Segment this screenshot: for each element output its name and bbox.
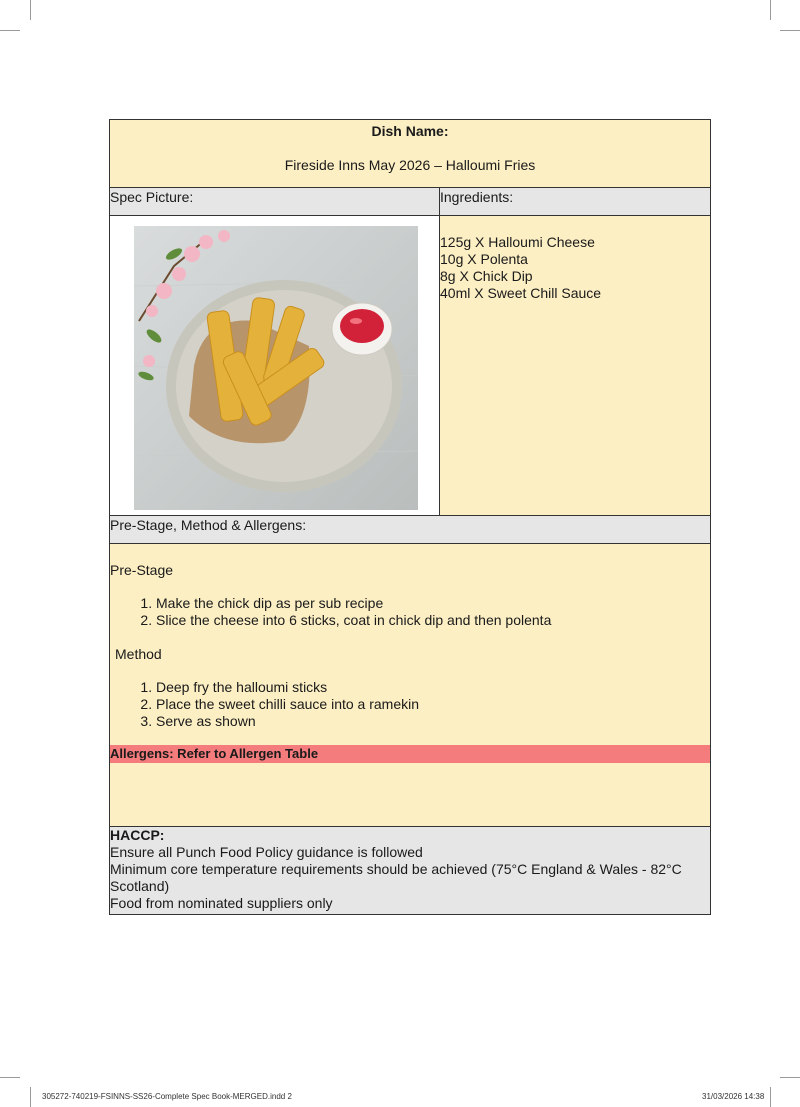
haccp-line: Food from nominated suppliers only	[110, 895, 333, 911]
spec-picture-label: Spec Picture:	[110, 188, 440, 215]
picture-ingredients-row	[110, 216, 710, 516]
method-title: Method	[115, 646, 162, 662]
crop-mark	[770, 0, 771, 20]
ingredients-label: Ingredients:	[440, 189, 514, 205]
halloumi-fries-photo	[134, 226, 418, 510]
picture-ingredients-header	[110, 188, 710, 216]
haccp-title: HACCP:	[110, 827, 165, 843]
footer-filename: 305272-740219-FSINNS-SS26-Complete Spec Book-MERGED.indd 2	[42, 1092, 292, 1101]
prestage-title: Pre-Stage	[110, 562, 174, 578]
ingredient-item: 125g X Halloumi Cheese	[440, 234, 595, 250]
dish-title-row	[110, 120, 710, 188]
ingredients-list	[440, 216, 710, 515]
spec-picture-cell	[110, 216, 440, 515]
allergens-banner: Allergens: Refer to Allergen Table	[110, 745, 710, 763]
haccp-line: Minimum core temperature requirements should be achieved (75°C England & Wales - 82°C Scotland)	[110, 861, 682, 894]
prestage-step: 1. Make the chick dip as per sub recipe	[156, 595, 551, 612]
method-section	[110, 544, 710, 827]
method-section-label: Pre-Stage, Method & Allergens:	[110, 516, 710, 544]
crop-mark	[30, 1087, 31, 1107]
ingredient-item: 40ml X Sweet Chill Sauce	[440, 285, 602, 301]
method-step: 2. Place the sweet chilli sauce into a ramekin	[156, 696, 419, 713]
crop-mark	[780, 30, 800, 31]
prestage-step: 2. Slice the cheese into 6 sticks, coat in chick dip and then polenta	[156, 612, 551, 629]
haccp-line: Ensure all Punch Food Policy guidance is followed	[110, 844, 423, 860]
footer-timestamp: 31/03/2026 14:38	[702, 1092, 765, 1101]
dish-name-label: Dish Name:	[371, 123, 449, 139]
haccp-section	[110, 827, 710, 914]
crop-mark	[0, 1077, 20, 1078]
method-step: 1. Deep fry the halloumi sticks	[156, 679, 419, 696]
method-step: 3. Serve as shown	[156, 713, 419, 730]
spec-sheet	[109, 119, 711, 915]
crop-mark	[780, 1077, 800, 1078]
ingredient-item: 8g X Chick Dip	[440, 268, 533, 284]
crop-mark	[770, 1087, 771, 1107]
crop-mark	[0, 30, 20, 31]
method-steps	[110, 679, 419, 730]
dish-name: Fireside Inns May 2026 – Halloumi Fries	[284, 157, 536, 173]
crop-mark	[30, 0, 31, 20]
ingredient-item: 10g X Polenta	[440, 251, 528, 267]
prestage-steps	[110, 595, 551, 629]
